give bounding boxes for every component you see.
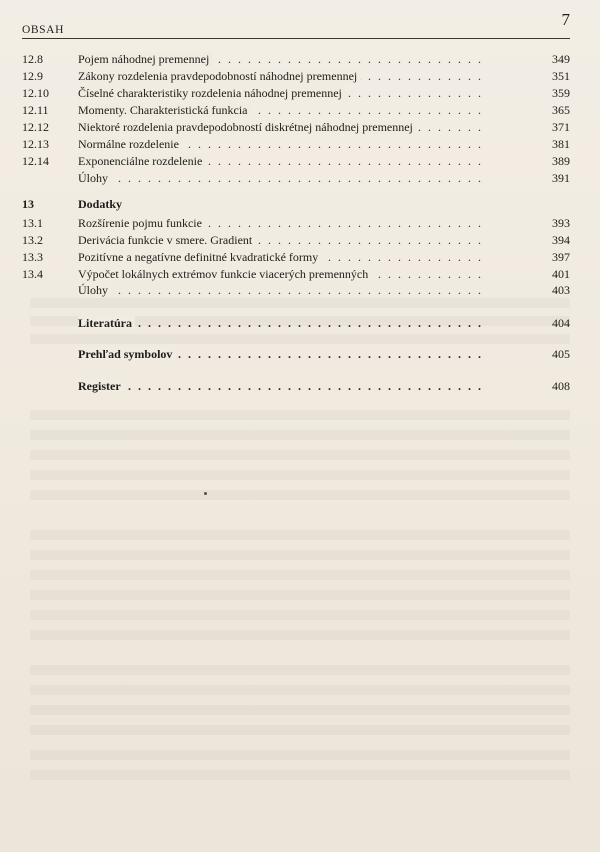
show-through-line [30,490,570,500]
chapter-heading[interactable] [22,196,570,213]
show-through-line [30,550,570,560]
show-through-line [30,665,570,675]
entry-page: 389 [552,154,570,168]
entry-page: 359 [552,86,570,100]
entry-page: 401 [552,267,570,281]
show-through-line [30,530,570,540]
entry-number: 12.9 [22,69,43,83]
entry-number: 12.12 [22,120,49,134]
entry-label: Pozitívne a negatívne definitné kvadratické formy [78,250,321,264]
entry-number: 12.13 [22,137,49,151]
entry-page: 405 [552,347,570,361]
entry-label: Zákony rozdelenia pravdepodobností náhodnej premennej [78,69,360,83]
entry-page: 394 [552,233,570,247]
show-through-line [30,570,570,580]
toc-entry[interactable] [22,266,570,283]
show-through-line [30,685,570,695]
entry-page: 404 [552,316,570,330]
entry-page: 365 [552,103,570,117]
entry-number: 13.3 [22,250,43,264]
show-through-line [30,410,570,420]
entry-label: Číselné charakteristiky rozdelenia náhodnej premennej [78,86,345,100]
entry-page: 371 [552,120,570,134]
chapter-title: Dodatky [78,197,123,211]
toc-entry-register[interactable] [22,378,570,395]
toc-entry[interactable] [22,215,570,232]
entry-label: Normálne rozdelenie [78,137,182,151]
entry-number: 12.14 [22,154,49,168]
toc-entry[interactable] [22,119,570,136]
toc-entry[interactable] [22,170,570,187]
entry-label: Pojem náhodnej premennej [78,52,212,66]
show-through-line [30,334,570,344]
entry-label: Úlohy [78,283,111,297]
show-through-line [30,470,570,480]
entry-label: Momenty. Charakteristická funkcia [78,103,251,117]
show-through-line [30,610,570,620]
toc-entry[interactable] [22,282,570,299]
entry-label: Rozšírenie pojmu funkcie [78,216,205,230]
entry-page: 349 [552,52,570,66]
show-through-line [30,725,570,735]
ink-speck [204,492,207,495]
toc-entry[interactable] [22,136,570,153]
show-through-line [30,298,570,308]
entry-label: Exponenciálne rozdelenie [78,154,205,168]
show-through-line [30,450,570,460]
entry-page: 381 [552,137,570,151]
entry-page: 408 [552,379,570,393]
toc-entry[interactable] [22,85,570,102]
entry-label: Literatúra [78,316,135,330]
show-through-line [30,430,570,440]
entry-label: Úlohy [78,171,111,185]
show-through-line [30,770,570,780]
toc-entry[interactable] [22,51,570,68]
entry-number: 12.8 [22,52,43,66]
entry-number: 12.11 [22,103,49,117]
header-title: OBSAH [22,24,64,36]
entry-label: Register [78,379,124,393]
entry-page: 397 [552,250,570,264]
toc-entry[interactable] [22,232,570,249]
entry-number: 13.2 [22,233,43,247]
show-through-line [30,590,570,600]
entry-label: Prehľad symbolov [78,347,175,361]
entry-page: 393 [552,216,570,230]
show-through-line [30,705,570,715]
entry-label: Výpočet lokálnych extrémov funkcie viacerých premenných [78,267,371,281]
toc-entry-literatura[interactable] [22,315,570,332]
toc-entry[interactable] [22,153,570,170]
running-header [22,12,570,39]
entry-number: 12.10 [22,86,49,100]
toc-entry-prehlad-symbolov[interactable] [22,346,570,363]
entry-number: 13.4 [22,267,43,281]
entry-page: 391 [552,171,570,185]
toc-entry[interactable] [22,249,570,266]
toc-entry[interactable] [22,102,570,119]
show-through-line [30,750,570,760]
entry-page: 403 [552,283,570,297]
chapter-number: 13 [22,197,34,211]
toc-entry[interactable] [22,68,570,85]
show-through-line [30,630,570,640]
entry-label: Niektoré rozdelenia pravdepodobností diskrétnej náhodnej premennej [78,120,416,134]
entry-number: 13.1 [22,216,43,230]
entry-page: 351 [552,69,570,83]
header-page-number: 7 [561,10,570,29]
entry-label: Derivácia funkcie v smere. Gradient [78,233,255,247]
